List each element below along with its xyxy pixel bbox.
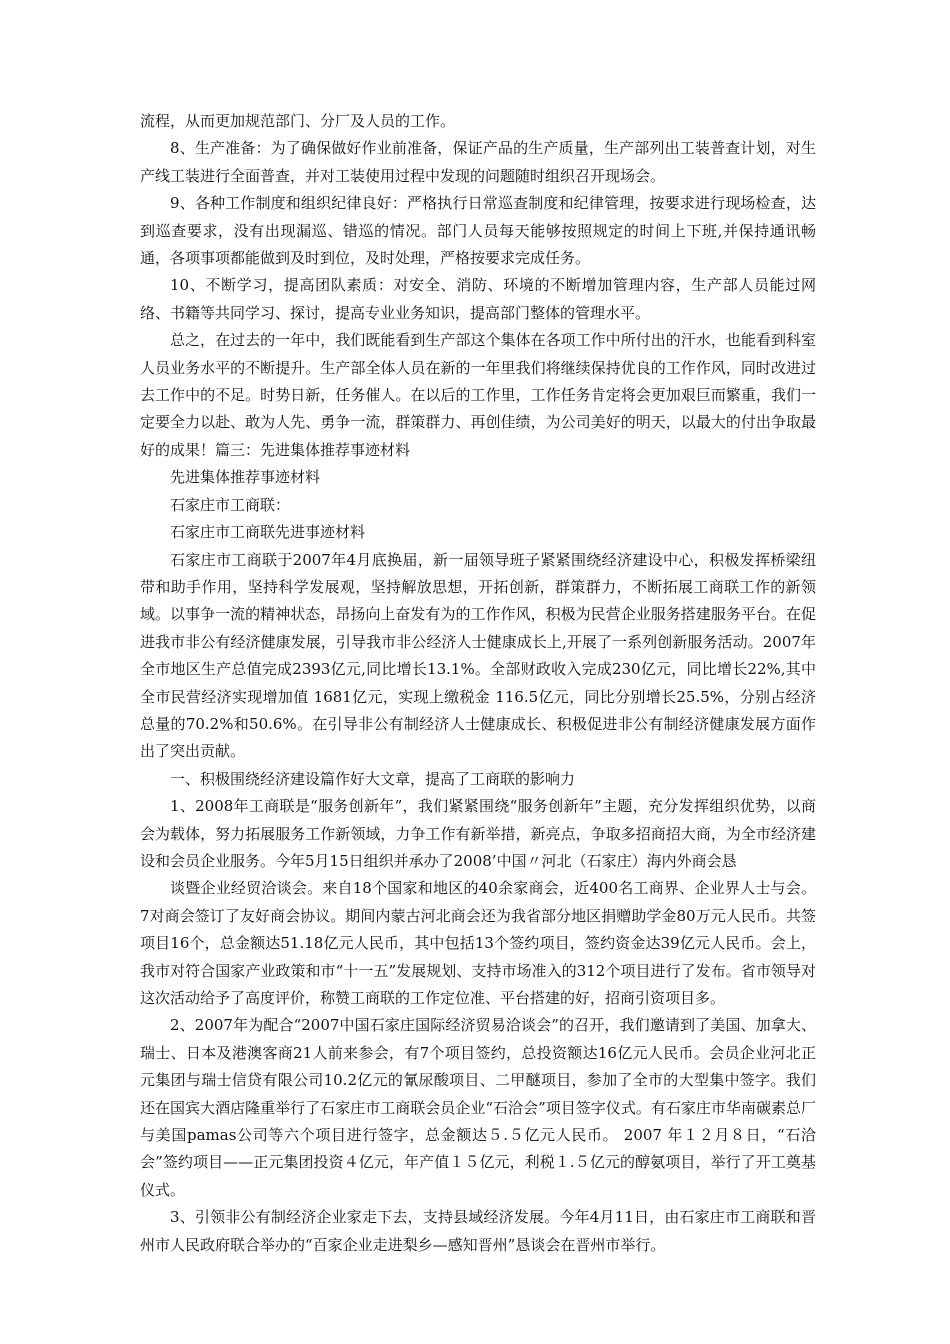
document-title: 石家庄市工商联先进事迹材料 [170,523,366,542]
document-body [140,108,816,1259]
paragraph-12: 谈暨企业经贸洽谈会。来自18个国家和地区的40余家商会，近400名工商界、企业界人士与会。 7对商会签订了友好商会协议。期间内蒙古河北商会还为我省部分地区捐赠助学金80万元人民币。共签项目16个，总金额达51.18亿元人民币，其中包括13个签约项目，签约资金达39亿元人民币。会上，我市对符合国家产业政策和市“十一五”发展规划、支持市场准入的312个项目进行了发布。省市领导对这次活动给予了高度评价，称赞工商联的工作定位准、平台搭建的好，招商引资项目多。 [140,879,816,1007]
paragraph-2: 8、生产准备：为了确保做好作业前准备，保证产品的生产质量，生产部列出工装普查计划，对生产线工装进行全面普查，并对工装使用过程中发现的问题随时组织召开现场会。 [140,139,816,185]
paragraph-11: 1、2008年工商联是“服务创新年”，我们紧紧围绕“服务创新年”主题，充分发挥组织优势，以商会为载体，努力拓展服务工作新领域，力争工作有新举措，新亮点，争取多招商招大商，为全市经济建设和会员企业服务。今年5月15日组织并承办了2008’中国〃河北（石家庄）海内外商会恳 [140,797,816,870]
organization-name: 石家庄市工商联： [170,495,291,514]
paragraph-9: 石家庄市工商联于2007年4月底换届，新一届领导班子紧紧围绕经济建设中心，积极发挥桥梁纽带和助手作用，坚持科学发展观，坚持解放思想，开拓创新，群策群力，不断拓展工商联工作的新领域。以事争一流的精神状态，昂扬向上奋发有为的工作作风，积极为民营企业服务搭建服务平台。在促进我市非公有经济健康发展，引导我市非公经济人士健康成长上,开展了一系列创新服务活动。2007年全市地区生产总值完成2393亿元,同比增长13.1%。全部财政收入完成230亿元，同比增长22%,其中全市民营经济实现增加值 1681亿元，实现上缴税金 116.5亿元，同比分别增长25.5%，分别占经济总量的70.2%和50.6%。在引导非公有制经济人士健康成长、积极促进非公有制经济健康发展方面作出了突出贡献。 [140,550,816,761]
paragraph-14: 3、引领非公有制经济企业家走下去，支持县域经济发展。今年4月11日，由石家庄市工商联和晋州市人民政府联合举办的“百家企业走进梨乡—感知晋州”恳谈会在晋州市举行。 [140,1208,816,1254]
paragraph-5: 总之，在过去的一年中，我们既能看到生产部这个集体在各项工作中所付出的汗水，也能看到科室人员业务水平的不断提升。生产部全体人员在新的一年里我们将继续保持优良的工作作风，同时改进过去工作中的不足。时势日新，任务催人。在以后的工作里，工作任务肯定将会更加艰巨而繁重，我们一定要全力以赴、敢为人先、勇争一流，群策群力、再创佳绩，为公司美好的明天，以最大的付出争取最好的成果！篇三：先进集体推荐事迹材料 [140,331,816,459]
paragraph-3: 9、各种工作制度和组织纪律良好：严格执行日常巡查制度和纪律管理，按要求进行现场检查，达到巡查要求，没有出现漏巡、错巡的情况。部门人员每天能够按照规定的时间上下班,并保持通讯畅通，各项事项都能做到及时到位，及时处理，严格按要求完成任务。 [140,194,816,268]
section-heading: 先进集体推荐事迹材料 [170,468,321,487]
subheading-1: 一、积极围绕经济建设篇作好大文章，提高了工商联的影响力 [170,769,576,788]
paragraph-4: 10、不断学习，提高团队素质：对安全、消防、环境的不断增加管理内容，生产部人员能过网络、书籍等共同学习、探讨，提高专业业务知识，提高部门整体的管理水平。 [140,276,816,322]
paragraph-1: 流程，从而更加规范部门、分厂及人员的工作。 [140,112,456,130]
paragraph-13: 2、2007年为配合“2007中国石家庄国际经济贸易洽谈会”的召开，我们邀请到了美国、加拿大、瑞士、日本及港澳客商21人前来参会，有7个项目签约，总投资额达16亿元人民币。会员企业河北正元集团与瑞士信贷有限公司10.2亿元的氰尿酸项目、二甲醚项目，参加了全市的大型集中签字。我们还在国宾大酒店隆重举行了石家庄市工商联会员企业“石洽会”项目签字仪式。有石家庄市华南碳素总厂与美国pamas公司等六个项目进行签字，总金额达５.５亿元人民币。 2007 年１２月８日，“石洽会”签约项目——正元集团投资４亿元，年产值１５亿元，利税１.５亿元的醇氨项目，举行了开工奠基仪式。 [140,1016,816,1199]
